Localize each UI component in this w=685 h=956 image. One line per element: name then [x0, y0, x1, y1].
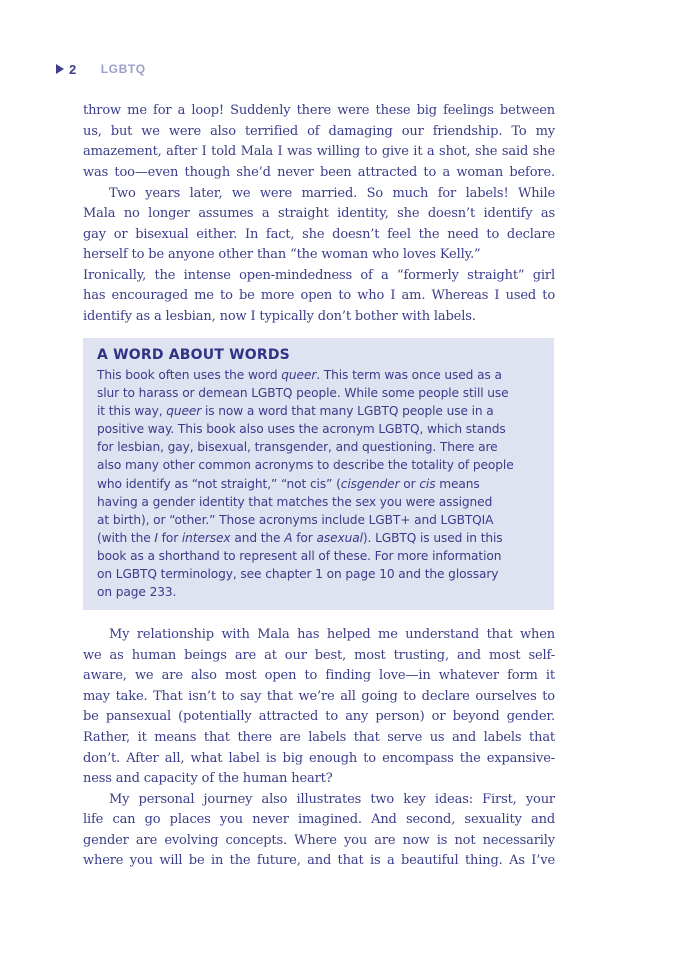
sidebar-line: at birth), or “other.” Those acronyms include LGBT+ and LGBTQIA [97, 512, 494, 527]
sidebar-line: for lesbian, gay, bisexual, transgender, and questioning. There are [97, 440, 498, 455]
text-line: may take. That isn’t to say that we’re all going to declare ourselves to [83, 688, 555, 704]
sidebar-line: on LGBTQ terminology, see chapter 1 on page 10 and the glossary [97, 567, 499, 582]
sidebar-line: This book often uses the word queer. This term was once used as a [97, 368, 502, 382]
page-header [56, 60, 146, 78]
sidebar-line: who identify as “not straight,” “not cis” (cisgender or cis means [97, 476, 480, 491]
sidebar-title: A WORD ABOUT WORDS [97, 347, 290, 363]
text-line: Mala no longer assumes a straight identity, she doesn’t identify as [83, 206, 555, 222]
text-line: was too—even though she’d never been attracted to a woman before. [83, 164, 555, 180]
text-line: aware, we are also most open to finding love—in whatever form it [83, 668, 555, 684]
sidebar-line: also many other common acronyms to describe the totality of people [97, 458, 514, 473]
text-line: where you will be in the future, and that is a beautiful thing. As I’ve [83, 853, 555, 869]
text-line: we as human beings are at our best, most trusting, and most self- [83, 647, 555, 663]
page-number: 2 [69, 61, 77, 77]
text-line: ness and capacity of the human heart? [83, 771, 333, 787]
text-line: Two years later, we were married. So much for labels! While [109, 185, 555, 201]
body-paragraph-1 [83, 101, 555, 183]
text-line: Ironically, the intense open-mindedness of a “formerly straight” girl [83, 267, 555, 283]
text-line: life can go places you never imagined. And second, sexuality and [83, 812, 555, 828]
text-line: identify as a lesbian, now I typically don’t bother with labels. [83, 309, 476, 325]
sidebar-line: (with the I for intersex and the A for asexual). LGBTQ is used in this [97, 530, 503, 545]
text-line: be pansexual (potentially attracted to any person) or beyond gender. [83, 709, 555, 725]
text-line: My relationship with Mala has helped me understand that when [109, 627, 555, 642]
text-line: My personal journey also illustrates two key ideas: First, your [109, 791, 555, 807]
text-line: amazement, after I told Mala I was willing to give it a shot, she said she [83, 144, 555, 160]
text-line: gender are evolving concepts. Where you are now is not necessarily [83, 832, 555, 848]
text-line: herself to be anyone other than “the woman who loves Kelly.” [83, 247, 481, 263]
sidebar-line: on page 233. [97, 585, 177, 600]
body-paragraph-2 [83, 184, 555, 328]
sidebar-line: having a gender identity that matches the sex you were assigned [97, 494, 493, 509]
running-head: LGBTQ [100, 62, 146, 76]
sidebar-body [97, 366, 540, 601]
triangle-marker-icon [56, 64, 64, 74]
text-line: don’t. After all, what label is big enough to encompass the expansive- [83, 750, 555, 766]
word-about-words-sidebar [83, 338, 554, 610]
sidebar-line: book as a shorthand to represent all of these. For more information [97, 548, 502, 563]
text-line: us, but we were also terrified of damaging our friendship. To my [83, 123, 555, 139]
sidebar-line: it this way, queer is now a word that many LGBTQ people use in a [97, 404, 494, 419]
text-line: throw me for a loop! Suddenly there were these big feelings between [83, 103, 555, 118]
text-line: has encouraged me to be more open to who I am. Whereas I used to [83, 288, 555, 304]
sidebar-line: positive way. This book also uses the acronym LGBTQ, which stands [97, 422, 506, 437]
text-line: Rather, it means that there are labels that serve us and labels that [83, 729, 555, 745]
body-paragraph-4 [83, 790, 555, 872]
sidebar-line: slur to harass or demean LGBTQ people. While some people still use [97, 386, 509, 401]
body-paragraph-3 [83, 625, 555, 790]
text-line: gay or bisexual either. In fact, she doesn’t feel the need to declare [83, 226, 555, 242]
